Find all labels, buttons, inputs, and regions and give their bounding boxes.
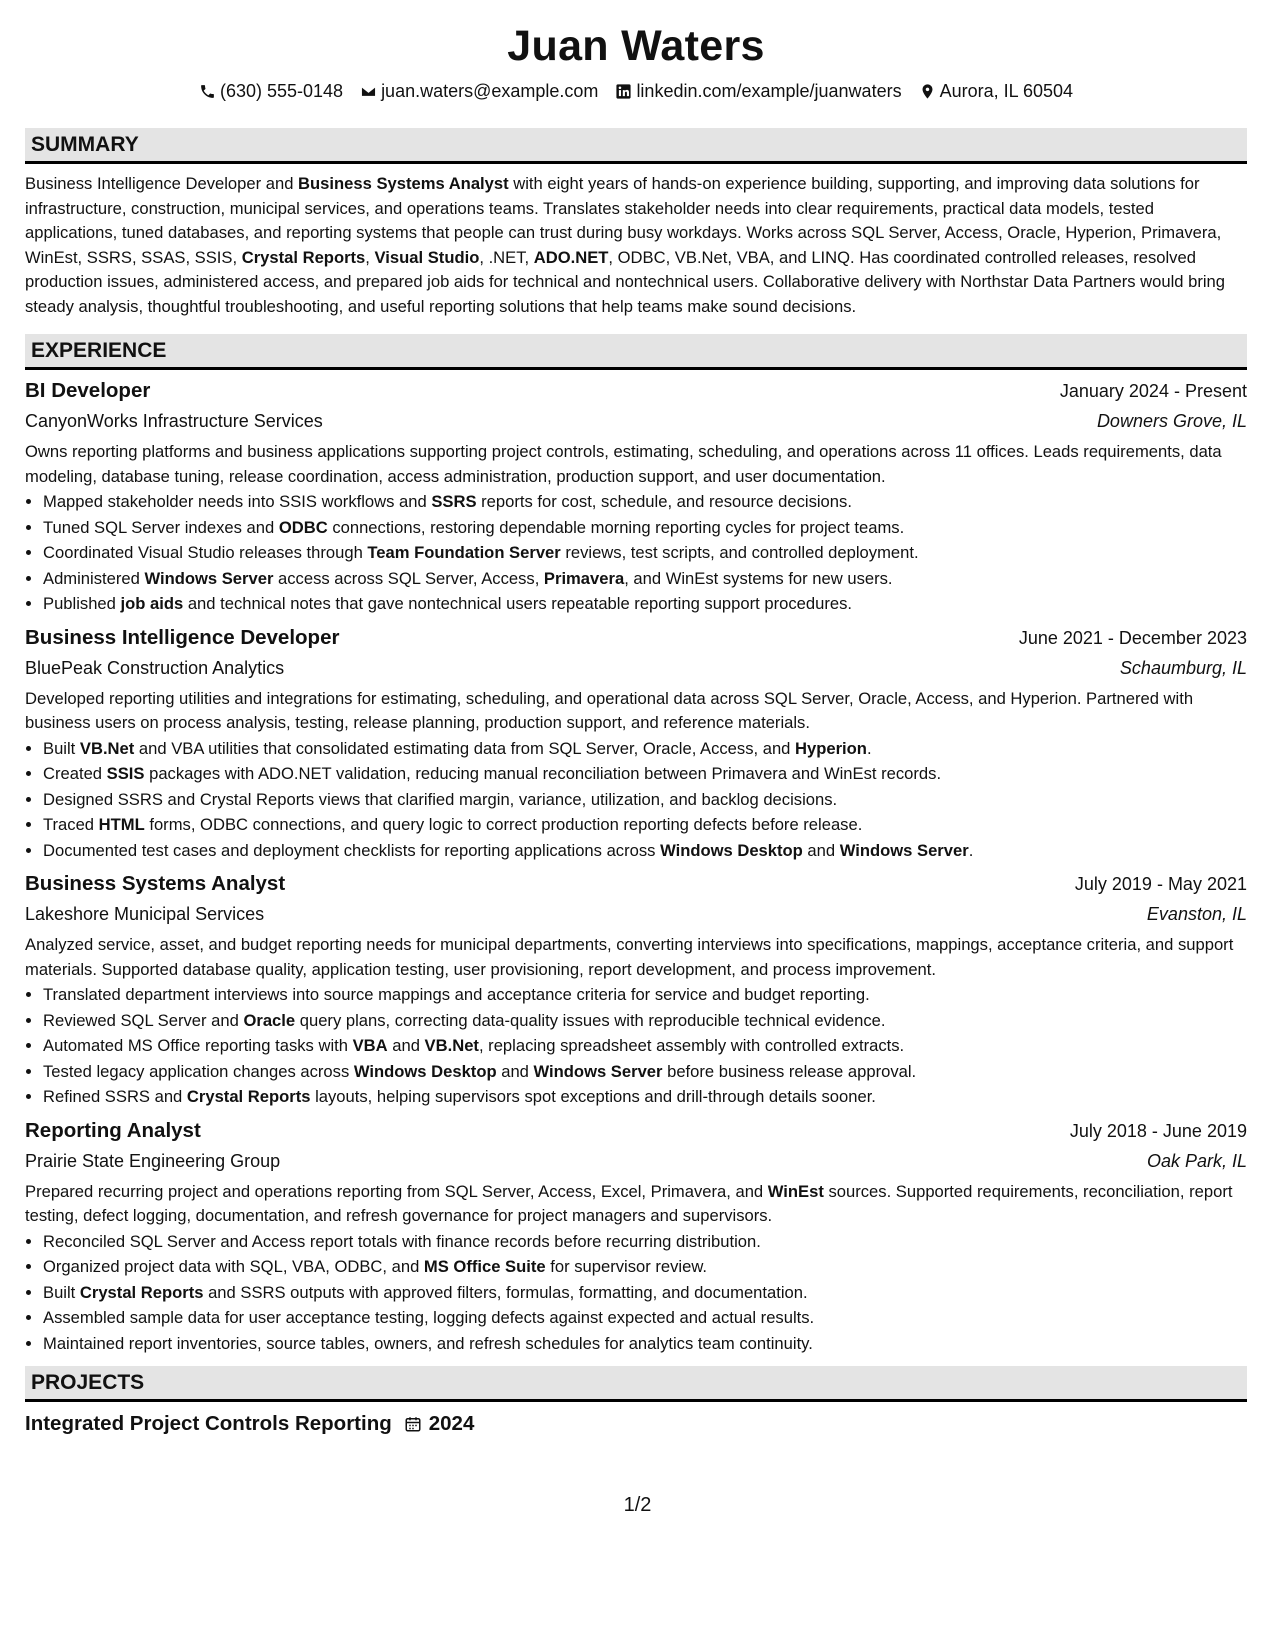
bold-keyword: Crystal Reports bbox=[186, 1087, 311, 1106]
job-bullets bbox=[25, 982, 1247, 1110]
company-name: BluePeak Construction Analytics bbox=[25, 657, 285, 678]
contact-bar bbox=[25, 80, 1247, 102]
job-bullets bbox=[25, 736, 1247, 864]
summary-text: Business Intelligence Developer and Business Systems Analyst with eight years of hands-on experience building, supporting, and improving data solutions for infrastructure, construction, municipal services, and operations teams. Translates stakeholder needs into clear requirements, practical data models, tested applications, tuned databases, and reporting systems that people can trust during busy workdays. Works across SQL Server, Access, Oracle, Hyperion, Primavera, WinEst, SSRS, SSAS, SSIS, Crystal Reports, Visual Studio, .NET, ADO.NET, ODBC, VB.Net, VBA, and LINQ. Has coordinated controlled releases, resolved production issues, administered access, and prepared job aids for technical and nontechnical users. Collaborative delivery with Northstar Data Partners would bring steady analysis, thoughtful troubleshooting, and useful reporting solutions that help teams make sound decisions. bbox=[25, 174, 1225, 316]
job-dates: January 2024 - Present bbox=[1059, 381, 1247, 401]
bold-keyword: Windows Desktop bbox=[353, 1061, 497, 1081]
calendar-icon bbox=[404, 1415, 422, 1433]
bold-keyword: VB.Net bbox=[424, 1036, 479, 1055]
job-entry bbox=[25, 623, 1247, 864]
phone-icon bbox=[199, 83, 216, 100]
job-title-row bbox=[25, 869, 1247, 899]
bullet-item: • Refined SSRS and Crystal Reports layouts, helping supervisors spot exceptions and drill-through details sooner. bbox=[43, 1084, 1247, 1110]
contact-phone[interactable] bbox=[199, 80, 343, 102]
job-bullets bbox=[25, 489, 1247, 617]
bold-keyword: Windows Server bbox=[144, 568, 274, 588]
bold-keyword: Windows Desktop bbox=[660, 840, 803, 860]
company-name: Prairie State Engineering Group bbox=[25, 1150, 281, 1171]
bold-keyword: MS Office Suite bbox=[423, 1257, 546, 1276]
job-location: Schaumburg, IL bbox=[1119, 657, 1247, 678]
job-dates: July 2019 - May 2021 bbox=[1074, 874, 1247, 894]
contact-location bbox=[919, 80, 1073, 102]
bullet-item: • Built VB.Net and VBA utilities that consolidated estimating data from SQL Server, Oracle, Access, and Hyperion. bbox=[43, 736, 1247, 762]
projects-heading: PROJECTS bbox=[25, 1366, 1247, 1402]
bullet-item: • Assembled sample data for user acceptance testing, logging defects against expected and actual results. bbox=[43, 1305, 1247, 1331]
job-company-row bbox=[25, 406, 1247, 436]
linkedin-icon bbox=[615, 83, 632, 100]
job-description: Developed reporting utilities and integrations for estimating, scheduling, and operational data across SQL Server, Oracle, Access, and Hyperion. Partnered with business users on process analysis, testing, release planning, production support, and reference materials. bbox=[25, 688, 1194, 732]
bullet-item: • Administered Windows Server access across SQL Server, Access, Primavera, and WinEst systems for new users. bbox=[43, 566, 1247, 592]
bullet-item: • Reconciled SQL Server and Access report totals with finance records before recurring distribution. bbox=[43, 1229, 1247, 1255]
bold-keyword: Crystal Reports bbox=[79, 1282, 204, 1302]
experience-list bbox=[25, 376, 1247, 1356]
project-year-text: 2024 bbox=[428, 1412, 475, 1435]
job-dates: June 2021 - December 2023 bbox=[1018, 627, 1247, 648]
bold-keyword: Primavera bbox=[543, 568, 625, 588]
company-name: Lakeshore Municipal Services bbox=[25, 904, 265, 924]
bold-keyword: Crystal Reports bbox=[241, 247, 366, 267]
map-pin-icon bbox=[919, 83, 936, 100]
bold-keyword: Oracle bbox=[243, 1010, 296, 1030]
job-entry bbox=[25, 1116, 1247, 1357]
bold-keyword: VBA bbox=[352, 1036, 388, 1055]
job-title: Business Systems Analyst bbox=[25, 872, 286, 895]
linkedin-text: linkedin.com/example/juanwaters bbox=[636, 81, 902, 101]
job-company-row bbox=[25, 1146, 1247, 1176]
bold-keyword: Windows Server bbox=[533, 1061, 663, 1081]
bullet-item: • Reviewed SQL Server and Oracle query plans, correcting data-quality issues with reproducible technical evidence. bbox=[43, 1008, 1247, 1034]
bold-keyword: ODBC bbox=[278, 517, 328, 537]
bullet-item: • Organized project data with SQL, VBA, ODBC, and MS Office Suite for supervisor review. bbox=[43, 1254, 1247, 1280]
envelope-icon bbox=[360, 83, 377, 100]
bullet-item: • Published job aids and technical notes that gave nontechnical users repeatable reporting support procedures. bbox=[43, 591, 1247, 617]
bullet-item: • Created SSIS packages with ADO.NET validation, reducing manual reconciliation between Primavera and WinEst records. bbox=[43, 761, 1247, 787]
project-year bbox=[404, 1412, 475, 1436]
job-location: Oak Park, IL bbox=[1146, 1150, 1247, 1171]
project-entry bbox=[25, 1410, 1247, 1438]
job-location: Evanston, IL bbox=[1146, 904, 1247, 924]
job-location: Downers Grove, IL bbox=[1096, 411, 1247, 431]
candidate-name: Juan Waters bbox=[507, 22, 765, 70]
resume-page bbox=[25, 20, 1247, 1438]
bullet-item: • Tuned SQL Server indexes and ODBC connections, restoring dependable morning reporting cycles for project teams. bbox=[43, 515, 1247, 541]
job-title-row bbox=[25, 376, 1247, 406]
bold-keyword: Business Systems Analyst bbox=[298, 174, 509, 193]
bold-keyword: Hyperion bbox=[795, 738, 867, 758]
bold-keyword: VB.Net bbox=[79, 738, 135, 758]
bold-keyword: Windows Server bbox=[839, 840, 969, 860]
job-description: Prepared recurring project and operations reporting from SQL Server, Access, Excel, Primavera, and WinEst sources. Supported requirements, reconciliation, report testing, defect logging, documentation, and refresh governance for project managers and supervisors. bbox=[25, 1181, 1233, 1225]
job-title: Reporting Analyst bbox=[25, 1118, 201, 1142]
bullet-item: • Mapped stakeholder needs into SSIS workflows and SSRS reports for cost, schedule, and resource decisions. bbox=[43, 489, 1247, 515]
experience-heading: EXPERIENCE bbox=[25, 334, 1247, 370]
job-entry bbox=[25, 376, 1247, 617]
company-name: CanyonWorks Infrastructure Services bbox=[25, 411, 323, 431]
bullet-item: • Traced HTML forms, ODBC connections, and query logic to correct production reporting defects before release. bbox=[43, 812, 1247, 838]
job-company-row bbox=[25, 653, 1247, 683]
project-title: Integrated Project Controls Reporting bbox=[25, 1412, 392, 1435]
summary-heading: SUMMARY bbox=[25, 128, 1247, 164]
phone-text: (630) 555-0148 bbox=[219, 81, 344, 101]
bullet-item: • Translated department interviews into source mappings and acceptance criteria for service and budget reporting. bbox=[43, 982, 1247, 1008]
job-company-row bbox=[25, 899, 1247, 929]
job-description: Analyzed service, asset, and budget reporting needs for municipal departments, converting interviews into specifications, mappings, acceptance criteria, and support materials. Supported database quality, application testing, user provisioning, report development, and process improvement. bbox=[25, 935, 1234, 979]
job-entry bbox=[25, 869, 1247, 1110]
contact-linkedin[interactable] bbox=[615, 80, 901, 102]
bold-keyword: job aids bbox=[120, 594, 184, 613]
email-text: juan.waters@example.com bbox=[381, 81, 599, 101]
bullet-item: • Designed SSRS and Crystal Reports views that clarified margin, variance, utilization, and backlog decisions. bbox=[43, 787, 1247, 813]
bold-keyword: ADO.NET bbox=[533, 247, 609, 267]
bullet-item: • Coordinated Visual Studio releases through Team Foundation Server reviews, test scripts, and controlled deployment. bbox=[43, 540, 1247, 566]
projects-list bbox=[25, 1410, 1247, 1438]
bold-keyword: HTML bbox=[98, 815, 145, 834]
job-title-row bbox=[25, 1116, 1247, 1146]
bullet-item: • Documented test cases and deployment checklists for reporting applications across Windows Desktop and Windows Server. bbox=[43, 838, 1247, 864]
job-description: Owns reporting platforms and business applications supporting project controls, estimating, scheduling, and operations across 11 offices. Leads requirements, data modeling, database tuning, release coordination, access administration, production support, and user documentation. bbox=[25, 442, 1222, 486]
bullet-item: • Maintained report inventories, source tables, owners, and refresh schedules for analytics team continuity. bbox=[43, 1331, 1247, 1357]
bold-keyword: WinEst bbox=[767, 1181, 824, 1201]
page-number: 1/2 bbox=[623, 1494, 652, 1516]
bold-keyword: Visual Studio bbox=[374, 247, 480, 267]
job-bullets bbox=[25, 1229, 1247, 1357]
job-title-row bbox=[25, 623, 1247, 653]
bullet-item: • Tested legacy application changes across Windows Desktop and Windows Server before business release approval. bbox=[43, 1059, 1247, 1085]
location-text: Aurora, IL 60504 bbox=[939, 81, 1074, 101]
bullet-item: • Built Crystal Reports and SSRS outputs with approved filters, formulas, formatting, and documentation. bbox=[43, 1280, 1247, 1306]
bold-keyword: Team Foundation Server bbox=[367, 543, 561, 562]
job-title: BI Developer bbox=[25, 379, 151, 402]
contact-email[interactable] bbox=[360, 80, 598, 102]
bold-keyword: SSRS bbox=[431, 492, 477, 511]
job-dates: July 2018 - June 2019 bbox=[1069, 1120, 1247, 1141]
job-title: Business Intelligence Developer bbox=[25, 625, 340, 649]
bold-keyword: SSIS bbox=[106, 764, 145, 783]
bullet-item: • Automated MS Office reporting tasks with VBA and VB.Net, replacing spreadsheet assembly with controlled extracts. bbox=[43, 1033, 1247, 1059]
